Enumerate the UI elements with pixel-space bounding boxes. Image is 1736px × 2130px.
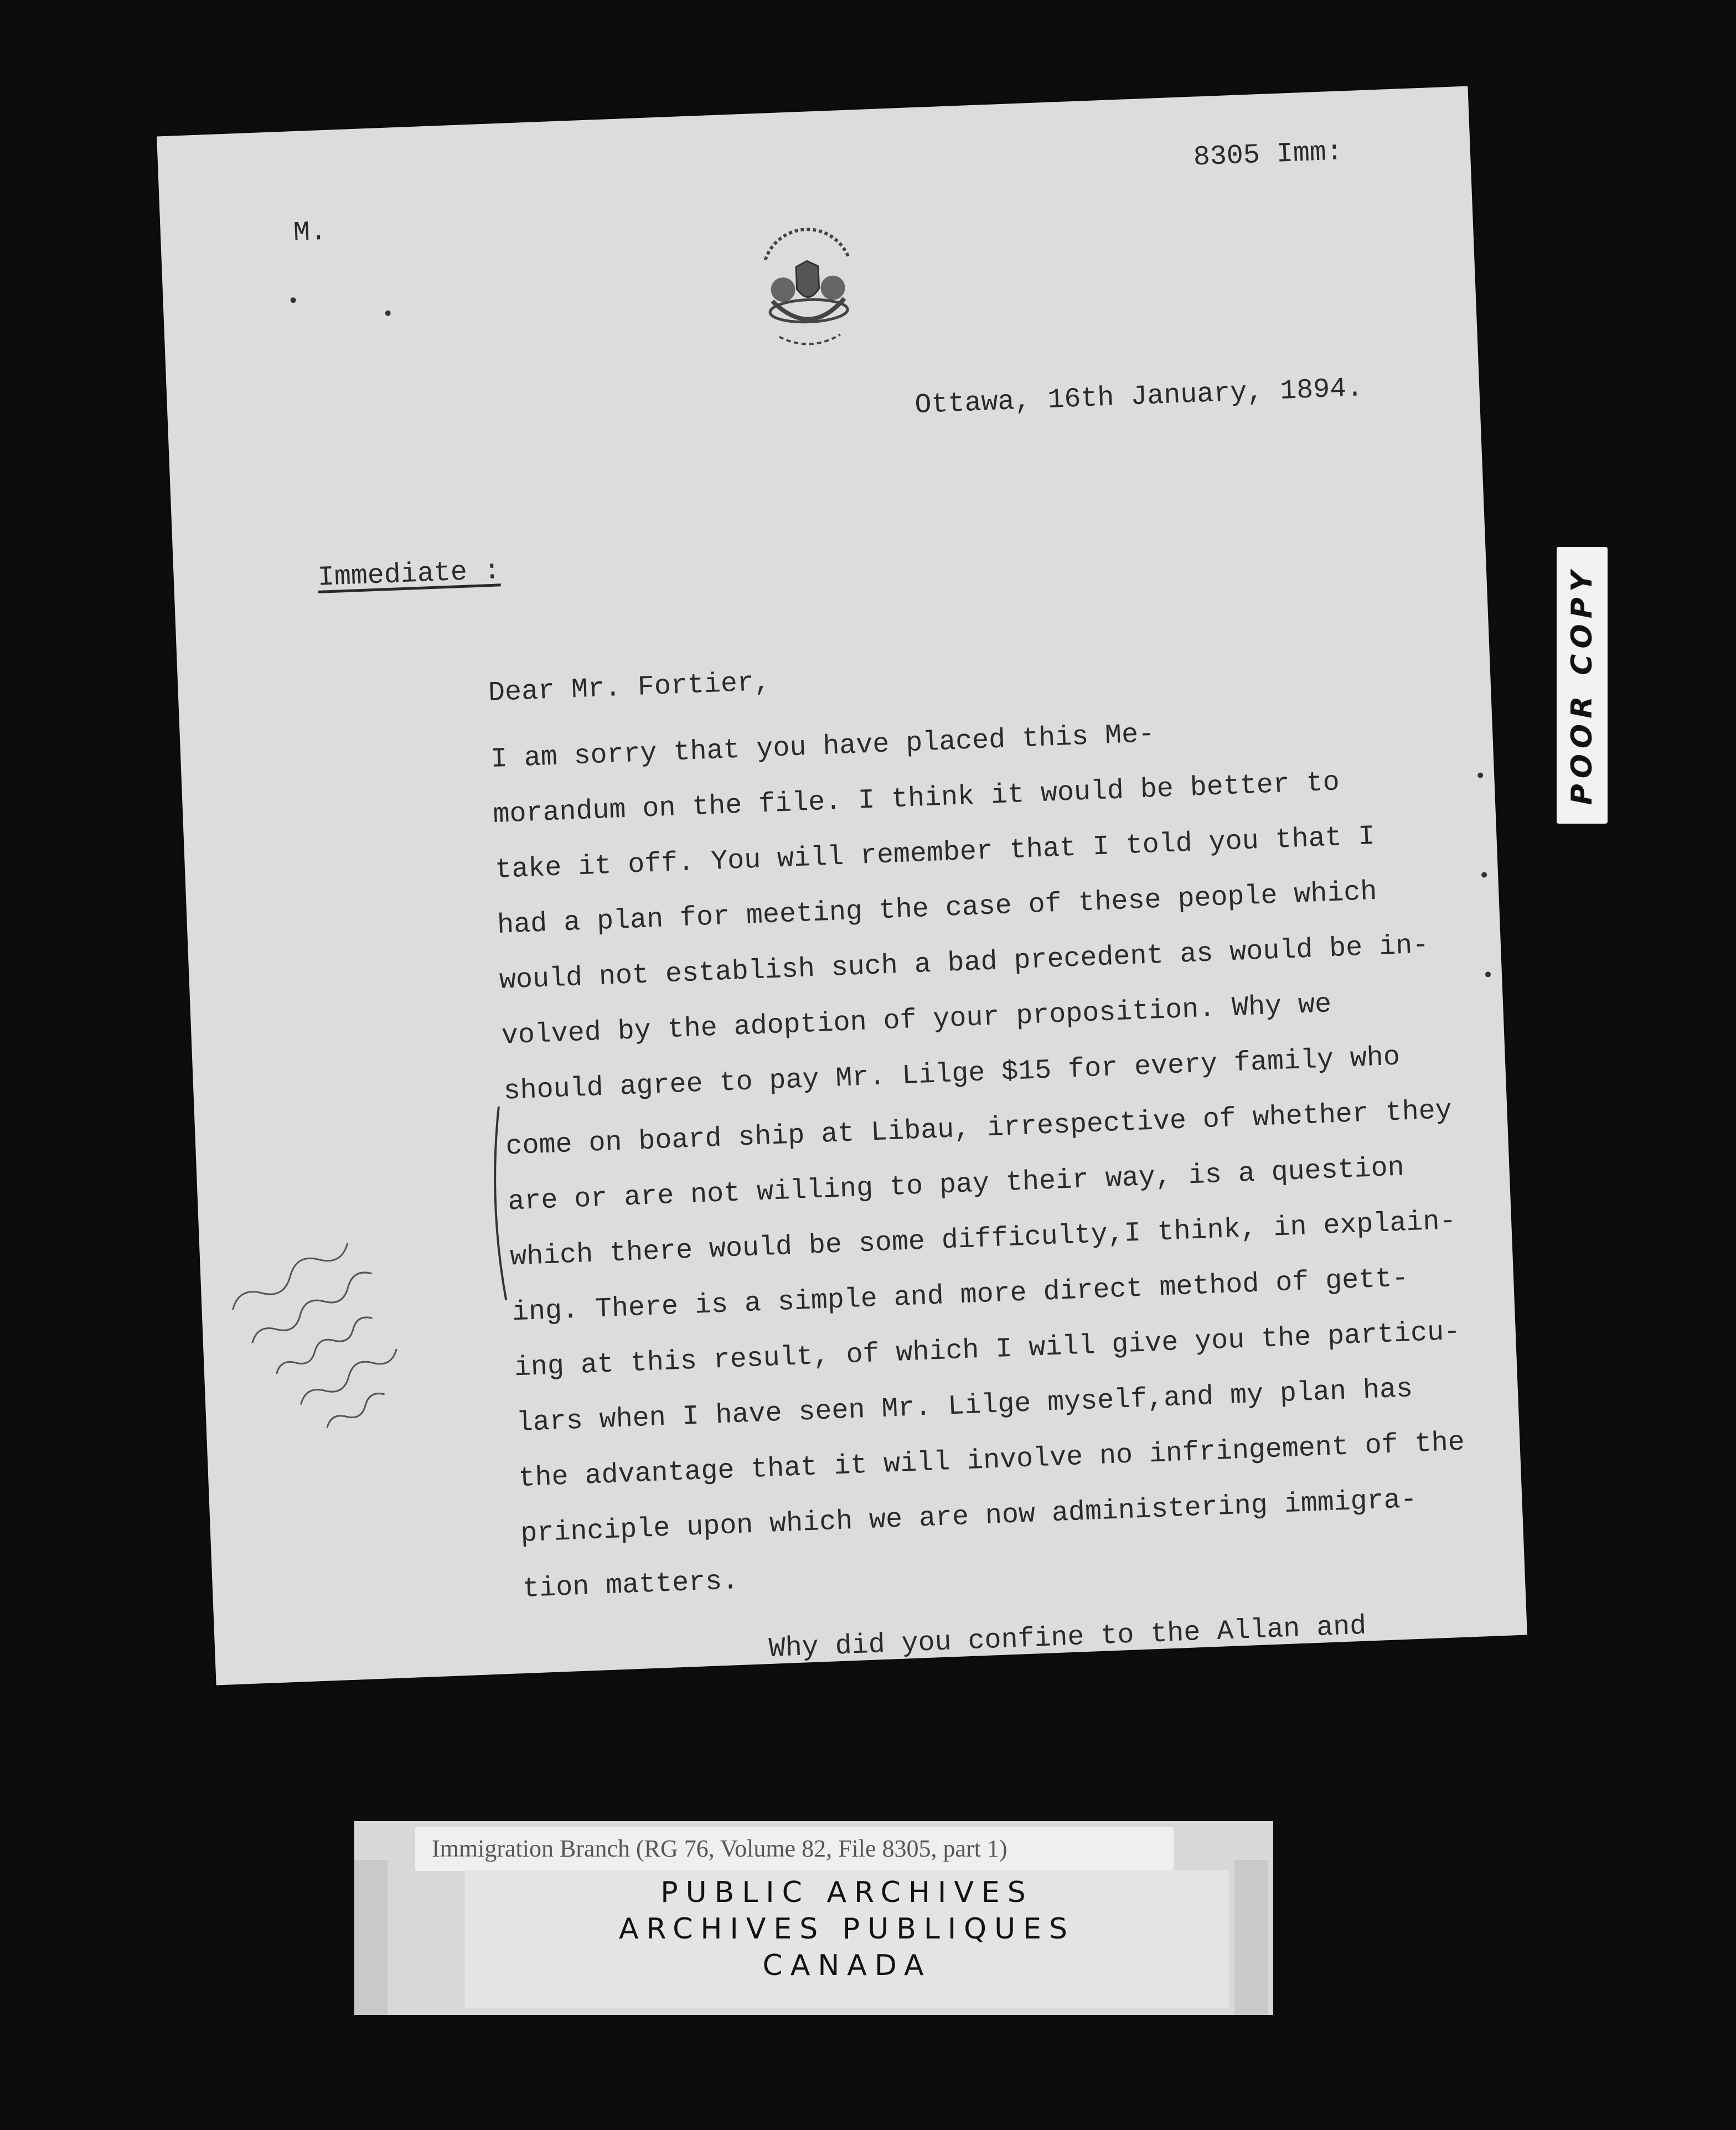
file-reference: 8305 Imm: [1192,136,1344,174]
body-line: ing. There is a simple and more direct method of gett- [512,1263,1409,1329]
body-line: volved by the adoption of your proposition. Why we [500,989,1332,1052]
body-line: had a plan for meeting the case of these people which [497,876,1378,942]
body-line: I am sorry that you have placed this Me- [490,718,1156,776]
edge-dot [1477,772,1483,778]
priority-heading: Immediate : [317,555,501,594]
body-line: take it off. You will remember that I told you that I [494,821,1376,887]
body-line: are or are not willing to pay their way, is a question [507,1152,1405,1218]
handwritten-margin-note [206,1170,508,1459]
archive-reference-tag [415,1827,1174,1871]
tape-strip-right [1234,1860,1268,2015]
body-line: ing at this result, of which I will give you the particu- [513,1316,1461,1384]
edge-dot [290,297,296,303]
body-line: come on board ship at Libau, irrespective of whether they [505,1095,1453,1163]
archive-label-line: CANADA [762,1949,932,1982]
body-line: lars when I have seen Mr. Lilge myself,and my plan has [515,1373,1414,1440]
archive-stamp-label [465,1870,1229,2008]
body-line: tion matters. [522,1565,740,1606]
department-crest-icon [747,226,869,358]
poor-copy-sticker [1557,547,1608,824]
archive-label-line: ARCHIVES PUBLIQUES [618,1912,1076,1946]
continuation-line: Why did you confine to the Allan and [768,1610,1367,1666]
body-line: should agree to pay Mr. Lilge $15 for every family who [503,1041,1401,1108]
salutation: Dear Mr. Fortier, [488,666,772,710]
edge-dot [1485,971,1491,977]
edge-dot [385,311,391,316]
archive-reference-text: Immigration Branch (RG 76, Volume 82, File 8305, part 1) [432,1835,1008,1862]
poor-copy-text: POOR COPY [1566,565,1599,805]
body-line: morandum on the file. I think it would be better to [492,767,1340,831]
archive-label-line: PUBLIC ARCHIVES [660,1876,1034,1909]
body-line: principle upon which we are now administering immigra- [520,1483,1418,1550]
body-line: which there would be some difficulty,I think, in explain- [509,1205,1457,1274]
edge-dot [1481,872,1487,877]
tape-strip-left [354,1860,388,2015]
body-line: the advantage that it will involve no infringement of the [518,1426,1465,1495]
letter-sheet [157,86,1527,1686]
initial-mark: M. [292,216,328,250]
letter-date: Ottawa, 16th January, 1894. [914,373,1364,422]
body-line: would not establish such a bad precedent as would be in- [499,929,1430,997]
